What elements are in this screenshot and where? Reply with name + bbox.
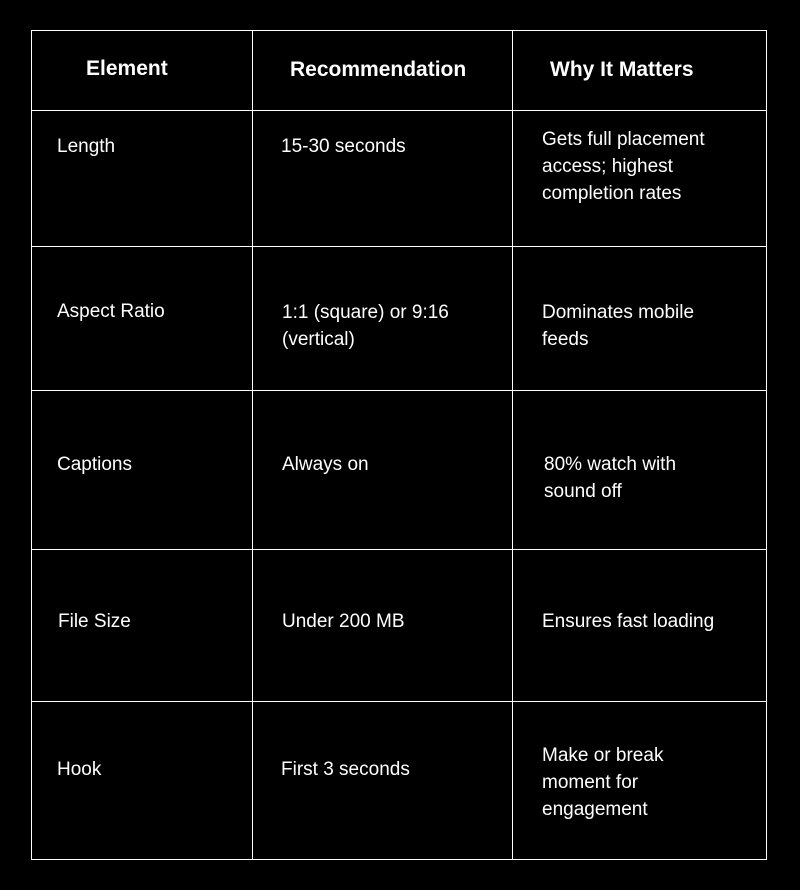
table-divider-row2 xyxy=(31,246,767,247)
table-divider-row5 xyxy=(31,701,767,702)
row-length-element: Length xyxy=(57,136,116,157)
row-captions-why: 80% watch with sound off xyxy=(544,454,677,502)
header-element: Element xyxy=(86,57,168,80)
table-divider-row1 xyxy=(31,110,767,111)
table-border-top xyxy=(31,30,767,31)
table-divider-col2 xyxy=(512,30,513,860)
header-recommendation: Recommendation xyxy=(290,58,467,81)
table-border-bottom xyxy=(31,859,767,860)
table-divider-row3 xyxy=(31,390,767,391)
row-hook-why: Make or break moment for engagement xyxy=(542,745,664,820)
row-hook-recommendation: First 3 seconds xyxy=(281,759,410,780)
comparison-table xyxy=(31,30,767,860)
table-border-right xyxy=(766,30,767,860)
row-file-size-element: File Size xyxy=(58,611,131,632)
row-file-size-why: Ensures fast loading xyxy=(542,611,715,632)
table-divider-col1 xyxy=(252,30,253,860)
row-length-recommendation: 15-30 seconds xyxy=(281,136,406,157)
header-why-it-matters: Why It Matters xyxy=(550,58,694,81)
row-length-why: Gets full placement access; highest completion rates xyxy=(542,129,705,204)
row-hook-element: Hook xyxy=(57,759,102,780)
row-aspect-ratio-element: Aspect Ratio xyxy=(57,301,165,322)
row-aspect-ratio-recommendation: 1:1 (square) or 9:16 (vertical) xyxy=(282,302,449,350)
row-captions-element: Captions xyxy=(57,454,132,475)
row-aspect-ratio-why: Dominates mobile feeds xyxy=(542,302,695,350)
table-divider-row4 xyxy=(31,549,767,550)
table-border-left xyxy=(31,30,32,860)
row-file-size-recommendation: Under 200 MB xyxy=(282,611,405,632)
row-captions-recommendation: Always on xyxy=(282,454,369,475)
